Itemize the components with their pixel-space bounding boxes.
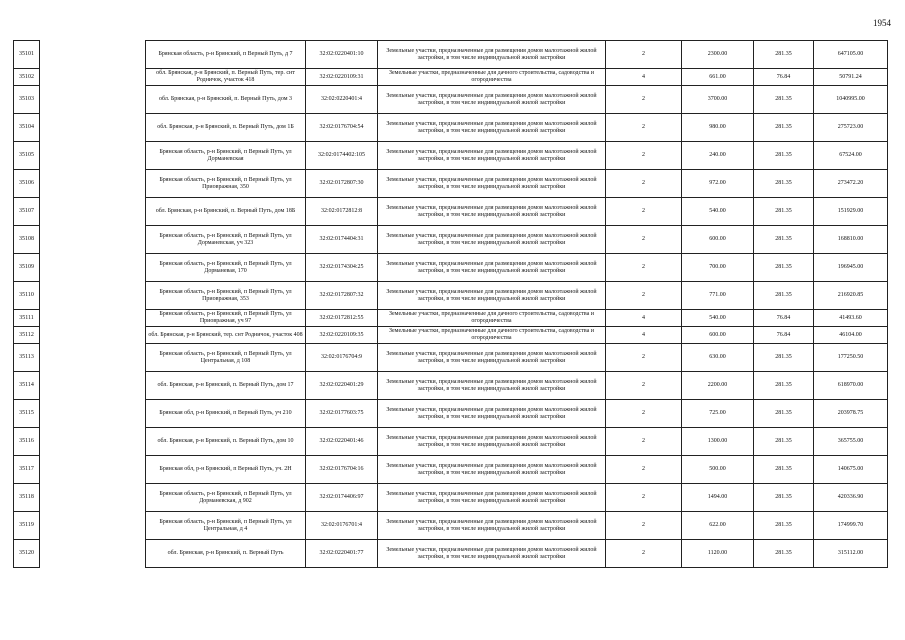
group-cell: 2	[606, 540, 682, 568]
specific-value-cell: 281.35	[754, 41, 814, 69]
area-cell: 622.00	[682, 512, 754, 540]
land-use-category-cell: Земельные участки, предназначенные для размещения домов малоэтажной жилой застройки, в том числе индивидуальной жилой застройки	[378, 41, 606, 69]
table-row	[14, 400, 888, 428]
land-use-category-cell: Земельные участки, предназначенные для размещения домов малоэтажной жилой застройки, в том числе индивидуальной жилой застройки	[378, 512, 606, 540]
land-use-category-cell: Земельные участки, предназначенные для размещения домов малоэтажной жилой застройки, в том числе индивидуальной жилой застройки	[378, 484, 606, 512]
row-number-cell: 35120	[14, 540, 40, 568]
address-cell: Брянская область, р-н Брянский, п Верный Путь, ул Дорманевская, д 902	[146, 484, 306, 512]
area-cell: 661.00	[682, 69, 754, 86]
area-cell: 540.00	[682, 198, 754, 226]
empty-cell	[40, 114, 146, 142]
empty-cell	[40, 69, 146, 86]
cadastral-value-cell: 196945.00	[814, 254, 888, 282]
cadastral-number-cell: 32:02:0220109:35	[306, 327, 378, 344]
empty-cell	[40, 400, 146, 428]
specific-value-cell: 281.35	[754, 226, 814, 254]
table-body	[14, 41, 888, 568]
cadastral-value-cell: 50791.24	[814, 69, 888, 86]
empty-cell	[40, 512, 146, 540]
address-cell: Брянская область, р-н Брянский, п Верный Путь, ул Приовражная, 350	[146, 170, 306, 198]
cadastral-value-cell: 46104.00	[814, 327, 888, 344]
table-row	[14, 456, 888, 484]
row-number-cell: 35107	[14, 198, 40, 226]
empty-cell	[40, 86, 146, 114]
table-row	[14, 170, 888, 198]
empty-cell	[40, 226, 146, 254]
cadastral-number-cell: 32:02:0172812:55	[306, 310, 378, 327]
address-cell: Брянская область, р-н Брянский, п Верный Путь, ул Дорманевская, уч 323	[146, 226, 306, 254]
specific-value-cell: 281.35	[754, 540, 814, 568]
group-cell: 2	[606, 254, 682, 282]
specific-value-cell: 281.35	[754, 428, 814, 456]
row-number-cell: 35118	[14, 484, 40, 512]
cadastral-value-cell: 273472.20	[814, 170, 888, 198]
address-cell: обл. Брянская, р-н Брянский, тер. снт Родничок, участок 408	[146, 327, 306, 344]
cadastral-number-cell: 32:02:0176704:16	[306, 456, 378, 484]
table-row	[14, 254, 888, 282]
land-use-category-cell: Земельные участки, предназначенные для размещения домов малоэтажной жилой застройки, в том числе индивидуальной жилой застройки	[378, 400, 606, 428]
empty-cell	[40, 456, 146, 484]
area-cell: 2200.00	[682, 372, 754, 400]
group-cell: 2	[606, 512, 682, 540]
row-number-cell: 35116	[14, 428, 40, 456]
cadastral-value-cell: 168810.00	[814, 226, 888, 254]
row-number-cell: 35104	[14, 114, 40, 142]
row-number-cell: 35119	[14, 512, 40, 540]
row-number-cell: 35101	[14, 41, 40, 69]
group-cell: 2	[606, 41, 682, 69]
group-cell: 2	[606, 198, 682, 226]
address-cell: обл. Брянская, р-н Брянский, п. Верный Путь, дом 17	[146, 372, 306, 400]
row-number-cell: 35114	[14, 372, 40, 400]
address-cell: обл. Брянская, р-н Брянский, п. Верный Путь, дом 10	[146, 428, 306, 456]
area-cell: 1494.00	[682, 484, 754, 512]
empty-cell	[40, 372, 146, 400]
table-row	[14, 310, 888, 327]
land-use-category-cell: Земельные участки, предназначенные для дачного строительства, садоводства и огородничества	[378, 310, 606, 327]
specific-value-cell: 281.35	[754, 484, 814, 512]
cadastral-number-cell: 32:02:0220401:29	[306, 372, 378, 400]
cadastral-value-cell: 177250.50	[814, 344, 888, 372]
cadastral-value-cell: 203978.75	[814, 400, 888, 428]
empty-cell	[40, 310, 146, 327]
page-number: 1954	[873, 18, 891, 28]
specific-value-cell: 281.35	[754, 254, 814, 282]
specific-value-cell: 281.35	[754, 400, 814, 428]
group-cell: 2	[606, 226, 682, 254]
specific-value-cell: 281.35	[754, 456, 814, 484]
empty-cell	[40, 484, 146, 512]
address-cell: Брянская область, р-н Брянский, п Верный Путь, ул Центральная, д 108	[146, 344, 306, 372]
cadastral-number-cell: 32:02:0220401:4	[306, 86, 378, 114]
table-row	[14, 344, 888, 372]
cadastral-number-cell: 32:02:0172807:32	[306, 282, 378, 310]
land-use-category-cell: Земельные участки, предназначенные для размещения домов малоэтажной жилой застройки, в том числе индивидуальной жилой застройки	[378, 428, 606, 456]
area-cell: 700.00	[682, 254, 754, 282]
cadastral-number-cell: 32:02:0174304:25	[306, 254, 378, 282]
land-use-category-cell: Земельные участки, предназначенные для размещения домов малоэтажной жилой застройки, в том числе индивидуальной жилой застройки	[378, 114, 606, 142]
table-row	[14, 69, 888, 86]
address-cell: Брянская обл, р-н Брянский, п Верный Путь, уч. 2Н	[146, 456, 306, 484]
specific-value-cell: 76.84	[754, 310, 814, 327]
specific-value-cell: 281.35	[754, 344, 814, 372]
address-cell: Брянская область, р-н Брянский, п Верный Путь, ул Приовражная, уч 97	[146, 310, 306, 327]
empty-cell	[40, 282, 146, 310]
cadastral-number-cell: 32:02:0220401:46	[306, 428, 378, 456]
area-cell: 725.00	[682, 400, 754, 428]
row-number-cell: 35113	[14, 344, 40, 372]
group-cell: 2	[606, 400, 682, 428]
cadastral-number-cell: 32:02:0176704:54	[306, 114, 378, 142]
table-row	[14, 327, 888, 344]
cadastral-value-cell: 647105.00	[814, 41, 888, 69]
land-use-category-cell: Земельные участки, предназначенные для размещения домов малоэтажной жилой застройки, в том числе индивидуальной жилой застройки	[378, 282, 606, 310]
cadastral-number-cell: 32:02:0176704:9	[306, 344, 378, 372]
table-row	[14, 428, 888, 456]
cadastral-number-cell: 32:02:0220109:31	[306, 69, 378, 86]
cadastral-value-cell: 618970.00	[814, 372, 888, 400]
area-cell: 600.00	[682, 327, 754, 344]
row-number-cell: 35105	[14, 142, 40, 170]
address-cell: обл. Брянская, р-н Брянский, п. Верный Путь	[146, 540, 306, 568]
cadastral-number-cell: 32:02:0174404:31	[306, 226, 378, 254]
cadastral-value-cell: 174999.70	[814, 512, 888, 540]
row-number-cell: 35115	[14, 400, 40, 428]
cadastral-value-cell: 41493.60	[814, 310, 888, 327]
table-row	[14, 198, 888, 226]
empty-cell	[40, 41, 146, 69]
row-number-cell: 35112	[14, 327, 40, 344]
specific-value-cell: 76.84	[754, 327, 814, 344]
group-cell: 2	[606, 142, 682, 170]
land-use-category-cell: Земельные участки, предназначенные для размещения домов малоэтажной жилой застройки, в том числе индивидуальной жилой застройки	[378, 372, 606, 400]
specific-value-cell: 281.35	[754, 282, 814, 310]
row-number-cell: 35108	[14, 226, 40, 254]
land-use-category-cell: Земельные участки, предназначенные для размещения домов малоэтажной жилой застройки, в том числе индивидуальной жилой застройки	[378, 198, 606, 226]
address-cell: Брянская область, р-н Брянский, п Верный Путь, д 7	[146, 41, 306, 69]
area-cell: 3700.00	[682, 86, 754, 114]
land-use-category-cell: Земельные участки, предназначенные для размещения домов малоэтажной жилой застройки, в том числе индивидуальной жилой застройки	[378, 226, 606, 254]
address-cell: Брянская область, р-н Брянский, п Верный Путь, ул Дорманевая, 170	[146, 254, 306, 282]
land-use-category-cell: Земельные участки, предназначенные для размещения домов малоэтажной жилой застройки, в том числе индивидуальной жилой застройки	[378, 142, 606, 170]
cadastral-number-cell: 32:02:0172812:8	[306, 198, 378, 226]
area-cell: 972.00	[682, 170, 754, 198]
specific-value-cell: 281.35	[754, 86, 814, 114]
specific-value-cell: 281.35	[754, 142, 814, 170]
cadastral-number-cell: 32:02:0220401:77	[306, 540, 378, 568]
area-cell: 1120.00	[682, 540, 754, 568]
row-number-cell: 35109	[14, 254, 40, 282]
cadastral-value-cell: 315112.00	[814, 540, 888, 568]
empty-cell	[40, 142, 146, 170]
area-cell: 500.00	[682, 456, 754, 484]
cadastral-value-cell: 1040995.00	[814, 86, 888, 114]
specific-value-cell: 281.35	[754, 198, 814, 226]
cadastral-number-cell: 32:02:0174406:97	[306, 484, 378, 512]
cadastral-value-cell: 216920.85	[814, 282, 888, 310]
group-cell: 4	[606, 69, 682, 86]
cadastral-number-cell: 32:02:0172807:30	[306, 170, 378, 198]
area-cell: 2300.00	[682, 41, 754, 69]
land-use-category-cell: Земельные участки, предназначенные для дачного строительства, садоводства и огородничества	[378, 327, 606, 344]
land-use-category-cell: Земельные участки, предназначенные для размещения домов малоэтажной жилой застройки, в том числе индивидуальной жилой застройки	[378, 254, 606, 282]
address-cell: Брянская обл, р-н Брянский, п Верный Путь, уч 210	[146, 400, 306, 428]
empty-cell	[40, 327, 146, 344]
cadastral-value-cell: 140675.00	[814, 456, 888, 484]
specific-value-cell: 281.35	[754, 170, 814, 198]
table-row	[14, 484, 888, 512]
empty-cell	[40, 170, 146, 198]
empty-cell	[40, 428, 146, 456]
empty-cell	[40, 254, 146, 282]
address-cell: обл. Брянская, р-н Брянский, п. Верный Путь, дом 3	[146, 86, 306, 114]
address-cell: обл. Брянская, р-н Брянский, п. Верный Путь, дом 18Б	[146, 198, 306, 226]
cadastral-value-cell: 151929.00	[814, 198, 888, 226]
table-row	[14, 226, 888, 254]
cadastral-number-cell: 32:02:0177603:75	[306, 400, 378, 428]
empty-cell	[40, 198, 146, 226]
group-cell: 4	[606, 310, 682, 327]
address-cell: Брянская область, р-н Брянский, п Верный Путь, ул Приовражная, 353	[146, 282, 306, 310]
specific-value-cell: 281.35	[754, 114, 814, 142]
group-cell: 2	[606, 86, 682, 114]
table-row	[14, 114, 888, 142]
area-cell: 771.00	[682, 282, 754, 310]
table-row	[14, 540, 888, 568]
cadastral-value-table	[13, 40, 888, 568]
address-cell: обл. Брянская, р-н Брянский, п. Верный Путь, дом 1Б	[146, 114, 306, 142]
area-cell: 600.00	[682, 226, 754, 254]
address-cell: Брянская область, р-н Брянский, п Верный Путь, ул Центральная, д 4	[146, 512, 306, 540]
cadastral-value-cell: 275723.00	[814, 114, 888, 142]
address-cell: Брянская область, р-н Брянский, п Верный Путь, ул Дорманевская	[146, 142, 306, 170]
cadastral-value-cell: 365755.00	[814, 428, 888, 456]
land-use-category-cell: Земельные участки, предназначенные для размещения домов малоэтажной жилой застройки, в том числе индивидуальной жилой застройки	[378, 456, 606, 484]
empty-cell	[40, 540, 146, 568]
cadastral-number-cell: 32:02:0220401:10	[306, 41, 378, 69]
land-use-category-cell: Земельные участки, предназначенные для дачного строительства, садоводства и огородничества	[378, 69, 606, 86]
land-use-category-cell: Земельные участки, предназначенные для размещения домов малоэтажной жилой застройки, в том числе индивидуальной жилой застройки	[378, 540, 606, 568]
table-row	[14, 372, 888, 400]
row-number-cell: 35103	[14, 86, 40, 114]
group-cell: 2	[606, 344, 682, 372]
group-cell: 2	[606, 282, 682, 310]
group-cell: 2	[606, 484, 682, 512]
land-use-category-cell: Земельные участки, предназначенные для размещения домов малоэтажной жилой застройки, в том числе индивидуальной жилой застройки	[378, 86, 606, 114]
cadastral-value-cell: 67524.00	[814, 142, 888, 170]
cadastral-number-cell: 32:02:0176701:4	[306, 512, 378, 540]
area-cell: 1300.00	[682, 428, 754, 456]
table-row	[14, 282, 888, 310]
specific-value-cell: 281.35	[754, 372, 814, 400]
address-cell: обл. Брянская, р-н Брянский, п. Верный Путь, тер. снт Родничок, участок 418	[146, 69, 306, 86]
specific-value-cell: 281.35	[754, 512, 814, 540]
group-cell: 2	[606, 456, 682, 484]
area-cell: 240.00	[682, 142, 754, 170]
area-cell: 630.00	[682, 344, 754, 372]
area-cell: 540.00	[682, 310, 754, 327]
land-use-category-cell: Земельные участки, предназначенные для размещения домов малоэтажной жилой застройки, в том числе индивидуальной жилой застройки	[378, 170, 606, 198]
table-row	[14, 41, 888, 69]
row-number-cell: 35111	[14, 310, 40, 327]
row-number-cell: 35106	[14, 170, 40, 198]
group-cell: 2	[606, 372, 682, 400]
table-row	[14, 142, 888, 170]
area-cell: 980.00	[682, 114, 754, 142]
cadastral-number-cell: 32:02:0174402:105	[306, 142, 378, 170]
group-cell: 2	[606, 170, 682, 198]
cadastral-value-cell: 420336.90	[814, 484, 888, 512]
row-number-cell: 35102	[14, 69, 40, 86]
table-row	[14, 512, 888, 540]
empty-cell	[40, 344, 146, 372]
row-number-cell: 35110	[14, 282, 40, 310]
group-cell: 2	[606, 114, 682, 142]
row-number-cell: 35117	[14, 456, 40, 484]
group-cell: 2	[606, 428, 682, 456]
land-use-category-cell: Земельные участки, предназначенные для размещения домов малоэтажной жилой застройки, в том числе индивидуальной жилой застройки	[378, 344, 606, 372]
table-row	[14, 86, 888, 114]
group-cell: 4	[606, 327, 682, 344]
specific-value-cell: 76.84	[754, 69, 814, 86]
